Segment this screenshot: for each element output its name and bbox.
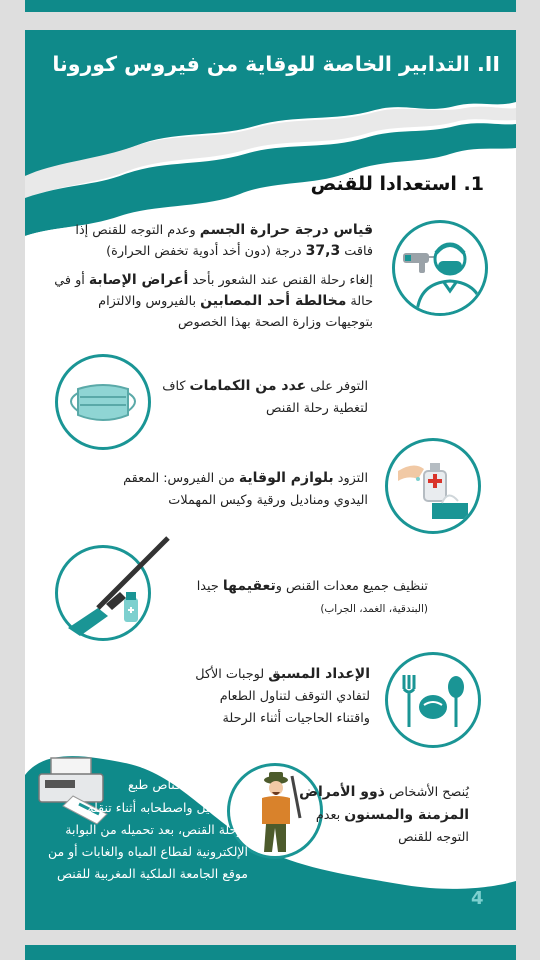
item-6-bold-2: المزمنة والمسنون	[344, 807, 469, 823]
item-2-line-2: لتغطية رحلة القنص	[266, 401, 368, 416]
footer-text-5: الإلكترونية لقطاع المياه والغابات أو من	[47, 844, 248, 859]
item-3-line-1a: التزود	[333, 471, 368, 486]
footer-text-block	[25, 797, 248, 885]
item-5-line-3: واقتناء الحاجيات أثناء الرحلة	[222, 711, 370, 726]
item-1-text	[43, 220, 373, 333]
item-6-bold-1: ذوو الأمراض	[299, 784, 385, 800]
item-4-text	[128, 575, 428, 620]
item-4-line-1a: تنظيف جميع معدات القنص و	[275, 579, 428, 594]
item-2-line-1a: التوفر على	[306, 379, 368, 394]
item-1-line-1: وعدم التوجه للقنص إذا	[75, 223, 200, 238]
infographic-page	[25, 30, 516, 930]
item-1-line-2a: فاقت	[340, 244, 373, 259]
footer-line-2	[61, 775, 181, 795]
page-number: 4	[471, 888, 484, 909]
item-1-line-5: بتوجيهات وزارة الصحة بهذا الخصوص	[177, 315, 373, 330]
item-6-line-2: بعدم	[315, 808, 345, 823]
item-4-bold: تعقيمها	[222, 578, 276, 594]
item-1-line-3b: أو في	[54, 273, 89, 288]
item-2-line-1b: كاف	[162, 379, 190, 394]
item-4-line-2: (البندقية، الغمد، الجراب)	[320, 603, 428, 615]
item-1-line-3-bold: أعراض الإصابة	[88, 272, 189, 288]
footer-text-2: قناص طبع	[127, 777, 181, 792]
footer-line-1	[61, 752, 181, 772]
item-1-line-4b: بالفيروس والالتزام	[98, 294, 201, 309]
item-6-line-3: التوجه للقنص	[398, 830, 469, 845]
item-1-bold: قياس درجة حرارة الجسم	[199, 222, 373, 238]
item-3-line-1b: من الفيروس: المعقم	[123, 471, 239, 486]
fork-bread-spoon-icon	[385, 652, 481, 748]
item-6-text	[209, 781, 469, 849]
item-3-line-2: اليدوي ومناديل ورقية وكيس المهملات	[168, 493, 368, 508]
footer-text-1: على كل	[139, 754, 181, 769]
footer-text-6: موقع الجامعة الملكية المغربية للقنص	[56, 866, 248, 881]
item-6-line-1a: يُنصح الأشخاص	[384, 785, 469, 800]
item-5-bold: الإعداد المسبق	[268, 666, 370, 682]
footer-text-4: لرحلة القنص، بعد تحميله من البوابة	[65, 822, 248, 837]
page-title: II. التدابير الخاصة للوقاية من فيروس كورونا	[52, 52, 500, 76]
item-2-bold: عدد من الكمامات	[189, 378, 307, 394]
bottom-strip	[25, 945, 516, 960]
item-5-text	[110, 663, 370, 730]
item-5-line-2: لتفادي التوقف لتناول الطعام	[219, 689, 370, 704]
item-2-text	[108, 375, 368, 420]
item-3-bold: بلوازم الوقاية	[238, 470, 334, 486]
item-1-line-4-bold: مخالطة أحد المصابين	[200, 293, 347, 309]
item-1-line-4a: حالة	[346, 294, 373, 309]
item-5-line-1: لوجبات الأكل	[195, 667, 269, 682]
section-title: 1. استعدادا للقنص	[310, 173, 484, 195]
item-1-line-3a: إلغاء رحلة القنص عند الشعور بأحد	[188, 273, 373, 288]
footer-text-3: هذا الدليل واصطحابه أثناء تنقله	[87, 800, 248, 815]
person-thermometer-icon	[392, 220, 488, 316]
sanitizer-tissues-icon	[385, 438, 481, 534]
item-3-text	[68, 467, 368, 512]
item-4-line-1b: جيدا	[196, 579, 223, 594]
item-1-line-2-bold: 37,3	[305, 243, 341, 259]
item-1-line-2b: درجة (دون أخد أدوية تخفض الحرارة)	[106, 244, 306, 259]
top-strip	[25, 0, 516, 12]
